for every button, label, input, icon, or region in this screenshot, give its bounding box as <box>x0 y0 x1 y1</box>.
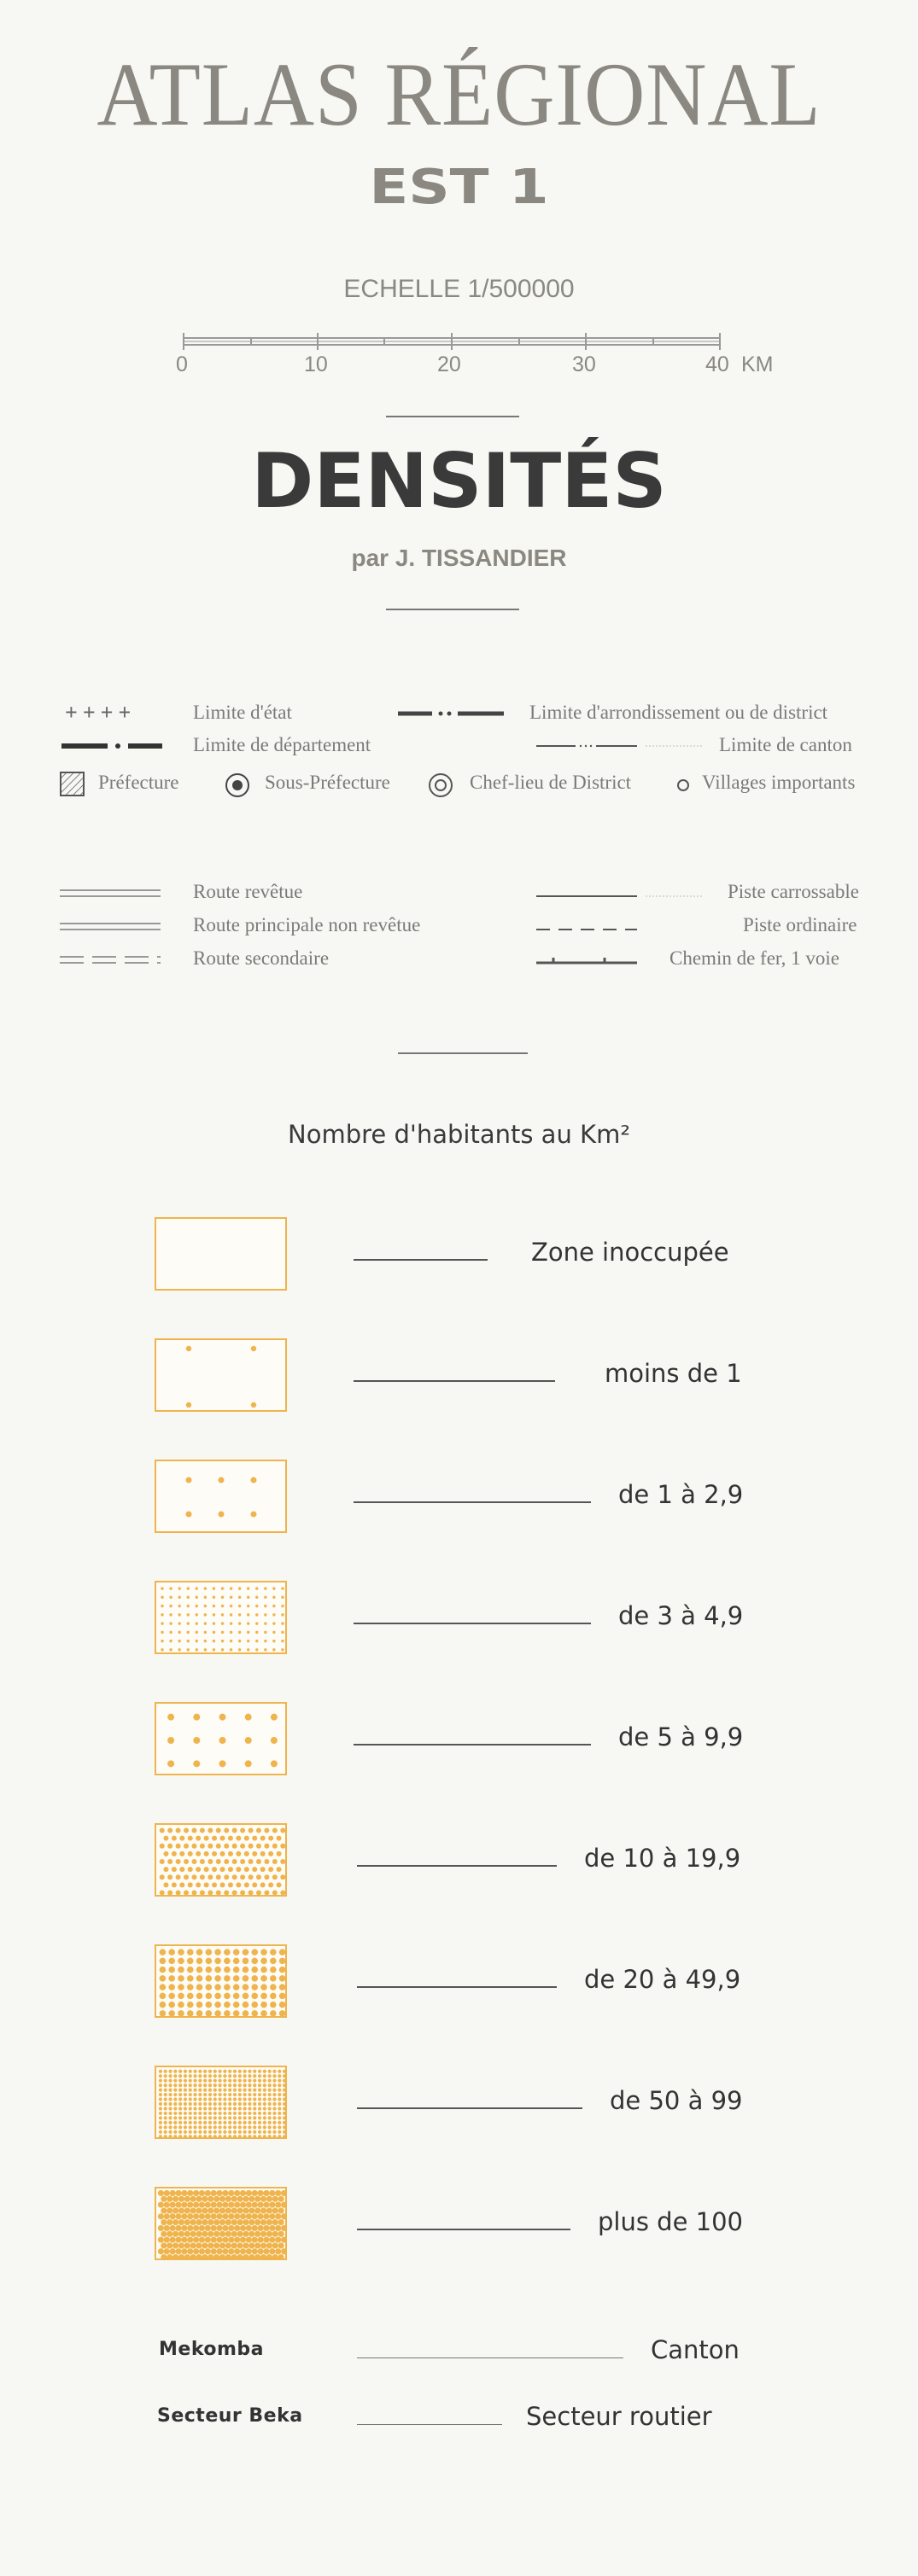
route-revetue-symbol <box>60 888 162 900</box>
leader-line <box>354 1380 555 1382</box>
canton-label: Canton <box>651 2335 740 2364</box>
scale-tick-0: 0 <box>176 353 188 376</box>
scale-tick-20: 20 <box>437 353 461 376</box>
density-label-4: de 5 à 9,9 <box>618 1722 744 1751</box>
density-label-0: Zone inoccupée <box>531 1238 729 1267</box>
legend-chef-lieu: Chef-lieu de District <box>470 772 632 793</box>
density-swatch-4 <box>155 1702 287 1775</box>
density-swatch-8 <box>155 2187 287 2260</box>
leader-line <box>357 1986 557 1988</box>
legend-route-revetue: Route revêtue <box>193 881 303 902</box>
legend-route-secondaire: Route secondaire <box>193 947 330 969</box>
route-secondaire-symbol <box>60 954 162 966</box>
density-swatch-7 <box>155 2066 287 2139</box>
leader-line <box>354 1744 591 1746</box>
route-principale-symbol <box>60 921 162 933</box>
leader-line <box>357 2357 623 2358</box>
density-label-3: de 3 à 4,9 <box>618 1601 744 1630</box>
density-swatch-6 <box>155 1944 287 2018</box>
leader-line <box>354 1501 591 1503</box>
legend-limite-canton: Limite de canton <box>719 734 852 755</box>
scale-unit: KM <box>741 353 774 376</box>
divider <box>386 609 519 610</box>
atlas-title: ATLAS RÉGIONAL <box>96 44 822 144</box>
density-swatch-2 <box>155 1460 287 1533</box>
piste-carrossable-symbol <box>536 893 707 900</box>
density-swatch-3 <box>155 1581 287 1654</box>
piste-ordinaire-symbol <box>536 926 639 933</box>
arrondissement-limit-symbol <box>398 707 504 720</box>
density-label-5: de 10 à 19,9 <box>584 1844 741 1873</box>
atlas-subtitle: EST 1 <box>369 160 549 215</box>
leader-line <box>354 1259 488 1261</box>
density-label-6: de 20 à 49,9 <box>584 1965 741 1994</box>
leader-line <box>357 2229 570 2230</box>
density-swatch-1 <box>155 1338 287 1412</box>
scale-label: ECHELLE 1/500000 <box>343 275 575 303</box>
chef-lieu-icon <box>427 772 454 799</box>
legend-villages: Villages importants <box>702 772 856 793</box>
density-title: Nombre d'habitants au Km² <box>288 1120 630 1149</box>
legend-sous-prefecture: Sous-Préfecture <box>265 772 390 793</box>
section-title: DENSITÉS <box>251 437 667 525</box>
legend-limite-arrondissement: Limite d'arrondissement ou de district <box>529 702 828 723</box>
divider <box>398 1052 528 1054</box>
chemin-de-fer-symbol <box>536 953 640 966</box>
legend-limite-departement: Limite de département <box>193 734 371 755</box>
density-label-1: moins de 1 <box>605 1359 742 1388</box>
legend-route-principale: Route principale non revêtue <box>193 914 421 935</box>
scale-tick-40: 40 <box>705 353 729 376</box>
village-icon <box>675 777 692 794</box>
scale-tick-30: 30 <box>572 353 596 376</box>
legend-chemin-de-fer: Chemin de fer, 1 voie <box>669 947 839 969</box>
prefecture-icon <box>60 772 85 797</box>
state-limit-symbol: ++++ <box>65 700 137 725</box>
secteur-example: Secteur Beka <box>157 2405 303 2427</box>
density-label-7: de 50 à 99 <box>610 2086 743 2115</box>
leader-line <box>357 2424 502 2425</box>
legend-prefecture: Préfecture <box>98 772 179 793</box>
density-swatch-5 <box>155 1823 287 1897</box>
divider <box>386 416 519 417</box>
scale-tick-10: 10 <box>304 353 328 376</box>
scale-bar <box>183 333 729 352</box>
canton-limit-symbol <box>536 741 707 751</box>
department-limit-symbol <box>61 739 162 753</box>
density-swatch-0 <box>155 1217 287 1291</box>
leader-line <box>357 2107 582 2109</box>
secteur-label: Secteur routier <box>526 2402 712 2431</box>
density-label-2: de 1 à 2,9 <box>618 1480 744 1509</box>
leader-line <box>357 1865 557 1867</box>
density-label-8: plus de 100 <box>598 2207 743 2236</box>
legend-piste-ordinaire: Piste ordinaire <box>743 914 857 935</box>
sous-prefecture-icon <box>224 772 251 799</box>
legend-piste-carrossable: Piste carrossable <box>728 881 859 902</box>
author: par J. TISSANDIER <box>351 545 567 571</box>
legend-limite-etat: Limite d'état <box>193 702 292 723</box>
leader-line <box>354 1623 591 1624</box>
canton-example: Mekomba <box>159 2339 264 2360</box>
